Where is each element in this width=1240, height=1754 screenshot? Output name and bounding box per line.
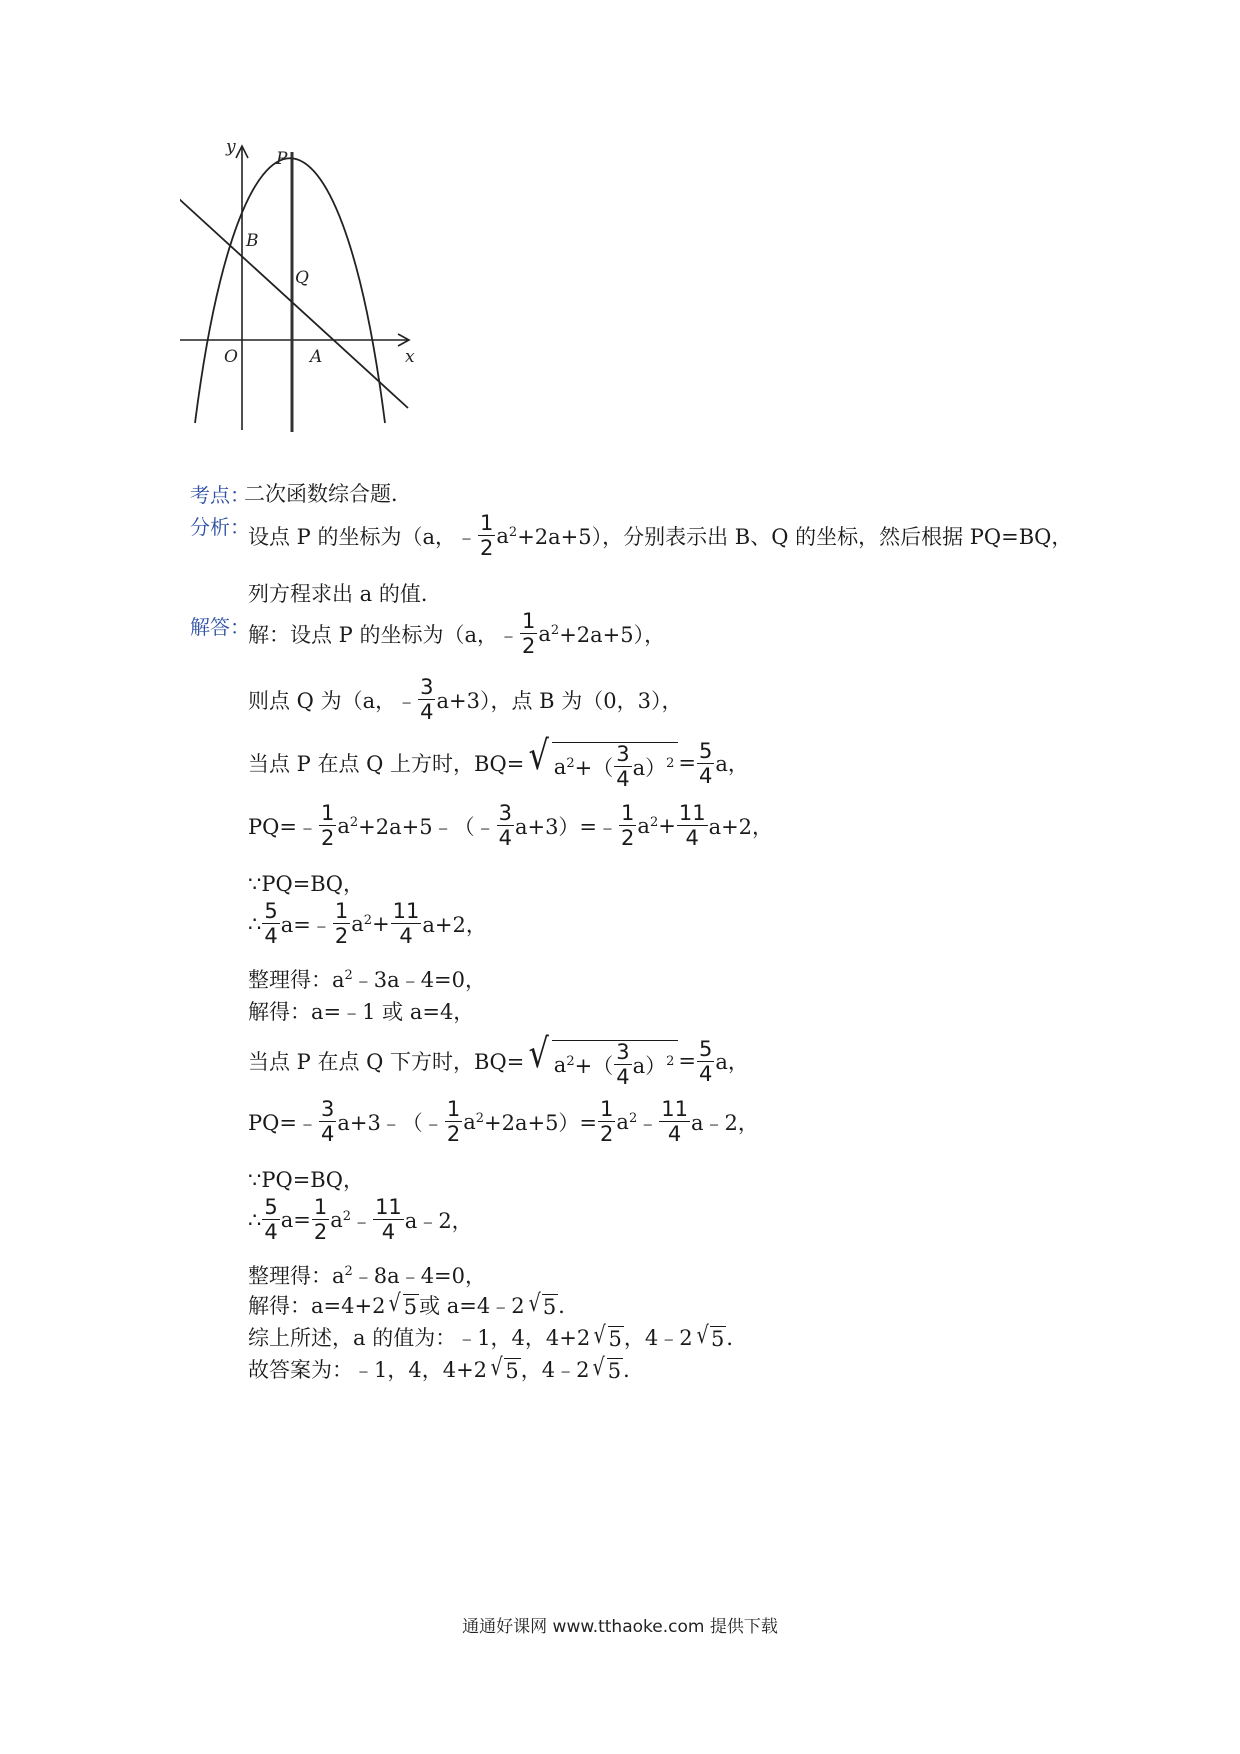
text: 则点 Q 为（a，﹣ (248, 688, 418, 713)
denominator: 2 (522, 634, 536, 659)
denominator: 2 (313, 1220, 328, 1245)
numerator: 1 (334, 899, 349, 923)
fraction-11-4 (391, 900, 422, 947)
fraction-3-4 (418, 676, 435, 723)
text: a+3），点 B 为（0，3）， (436, 688, 683, 713)
denominator: 4 (381, 1220, 396, 1245)
text: ﹣ (351, 1208, 373, 1233)
numerator: 3 (320, 1097, 335, 1121)
radical-sign: √ (528, 733, 550, 779)
text: a+3﹣（﹣ (337, 1110, 444, 1135)
label-a: A (310, 347, 323, 367)
text: = (678, 751, 697, 776)
analysis-line-1: 设点 P 的坐标为（a，﹣ $\frac{1}{2}$ a $^2$ +2a+5），分别表示出 B、Q 的坐标，然后根据 PQ=BQ， (248, 511, 1073, 561)
numerator: 11 (392, 899, 420, 923)
numerator: 5 (699, 1036, 713, 1061)
denominator: 2 (334, 924, 349, 949)
denominator: 4 (399, 924, 413, 949)
text: a， (715, 1050, 749, 1075)
solution-line-2 (248, 676, 682, 723)
text: ． (726, 1326, 748, 1350)
text: 综上所述，a 的值为：﹣1，4，4+2 (248, 1326, 591, 1350)
text: 当点 P 在点 Q 下方时，BQ= (248, 1050, 525, 1075)
text: a﹣2， (404, 1208, 473, 1233)
numerator: 5 (699, 738, 713, 763)
denominator: 4 (699, 1061, 713, 1086)
analysis-line-2: 列方程求出 a 的值． (248, 582, 442, 606)
text: 故答案为：﹣1，4，4+2 (248, 1358, 488, 1382)
solution-line-3 (248, 733, 749, 792)
fraction-3-4 (319, 1098, 336, 1145)
fraction-3-4 (497, 802, 514, 849)
numerator: 3 (616, 742, 630, 766)
solution-line-6: ∴ $\frac{5}{4}$ a=﹣ $\frac{1}{2}$ a $^2$ + $\frac{11}{4}$ a+2， (248, 899, 487, 949)
kaodian-text: 二次函数综合题． (244, 482, 412, 506)
text: a (330, 1207, 343, 1232)
fraction-1-2 (319, 802, 336, 849)
fraction-5-4 (262, 1196, 279, 1243)
denominator: 4 (667, 1122, 682, 1147)
text: +（ (574, 1053, 614, 1078)
figure-svg (180, 140, 480, 450)
denominator: 4 (420, 700, 434, 725)
solution-line-5: ∵PQ=BQ， (248, 872, 364, 896)
text: ． (558, 1294, 580, 1318)
square-root (526, 733, 678, 792)
solution-line-1: 解：设点 P 的坐标为（a，﹣ $\frac{1}{2}$ a $^2$ +2a+5）， (248, 609, 666, 659)
text: +2a+5），分别表示出 B、Q 的坐标，然后根据 PQ=BQ， (517, 524, 1073, 549)
text: + (658, 813, 676, 838)
denominator: 4 (616, 767, 630, 792)
text: a） (632, 1053, 667, 1078)
numerator: 11 (375, 1195, 402, 1219)
text: ﹣ (637, 1110, 659, 1135)
radicand: 5 (505, 1359, 519, 1383)
denominator: 4 (498, 826, 512, 851)
numerator: 1 (522, 609, 536, 633)
square-root (526, 1031, 678, 1090)
text: a= (280, 1207, 311, 1232)
numerator: 5 (264, 1195, 278, 1219)
text: = (678, 1049, 697, 1074)
denominator: 2 (320, 826, 335, 851)
square-root (387, 1291, 419, 1319)
text: a+2， (708, 814, 774, 839)
solution-line-12: ∴ $\frac{5}{4}$ a= $\frac{1}{2}$ a $^2$ ﹣ $\frac{11}{4}$ a﹣2， (248, 1195, 473, 1245)
label-o: O (224, 347, 238, 367)
text: a+3）=﹣ (514, 814, 619, 839)
text: a (553, 754, 567, 779)
solution-line-9 (248, 1031, 749, 1090)
radical-sign: √ (592, 1353, 606, 1381)
radical-sign: √ (528, 1031, 550, 1077)
fraction-1-2 (445, 1098, 462, 1145)
fraction-1-2 (619, 802, 636, 849)
fraction-1-2 (478, 512, 495, 559)
text: 解：设点 P 的坐标为（a，﹣ (248, 622, 519, 647)
text: PQ=﹣ (248, 814, 318, 839)
numerator: 1 (320, 801, 335, 825)
tag-kaodian: 考点： (190, 483, 250, 507)
text: 整理得：a (248, 1264, 345, 1288)
tag-fenxi: 分析： (190, 515, 250, 539)
denominator: 4 (264, 924, 278, 949)
radicand: a $^2$ +（ $\frac{3}{4}$ a） $^2$ (552, 1040, 679, 1088)
text: +2a+5）， (559, 622, 666, 647)
text: 整理得：a (248, 968, 345, 992)
numerator: 3 (616, 1040, 630, 1064)
label-p: P (276, 149, 288, 169)
denominator: 4 (699, 763, 713, 788)
text: a+2， (422, 912, 487, 937)
text: a﹣2， (690, 1110, 759, 1135)
text: a， (715, 752, 749, 777)
radical-sign: √ (696, 1321, 709, 1349)
tag-jieda: 解答： (190, 615, 250, 639)
denominator: 2 (446, 1122, 461, 1147)
square-root (591, 1355, 623, 1383)
denominator: 4 (264, 1220, 278, 1245)
text: ∴ (248, 911, 262, 936)
solution-line-11: ∵PQ=BQ， (248, 1168, 364, 1192)
numerator: 1 (446, 1097, 461, 1121)
text: 或 a=4﹣2 (419, 1294, 525, 1318)
radical-sign: √ (490, 1353, 503, 1381)
fraction-1-2 (598, 1098, 615, 1145)
denominator: 2 (621, 826, 635, 851)
solution-line-15 (248, 1322, 747, 1352)
radicand: 5 (608, 1327, 622, 1351)
label-y: y (226, 140, 236, 157)
denominator: 4 (320, 1122, 335, 1147)
denominator: 2 (480, 536, 494, 561)
text: 当点 P 在点 Q 上方时，BQ= (248, 752, 525, 777)
radicand: 5 (542, 1295, 557, 1319)
radical-sign: √ (388, 1289, 402, 1317)
text: a (337, 813, 350, 838)
radicand: 5 (710, 1327, 725, 1351)
label-q: Q (295, 268, 309, 288)
denominator: 4 (685, 826, 699, 851)
fraction-11-4 (659, 1098, 690, 1145)
text: PQ=﹣ (248, 1110, 318, 1135)
text: ﹣3a﹣4=0， (352, 968, 487, 992)
square-root (489, 1355, 521, 1383)
numerator: 3 (498, 801, 512, 825)
text: +2a+5）= (484, 1110, 598, 1135)
radicand: a $^2$ +（ $\frac{3}{4}$ a） $^2$ (552, 742, 679, 790)
solution-line-8: 解得：a=﹣1 或 a=4， (248, 1000, 475, 1024)
numerator: 1 (480, 511, 494, 535)
denominator: 4 (616, 1065, 630, 1090)
radical-sign: √ (528, 1289, 541, 1317)
numerator: 11 (678, 801, 706, 825)
text: ∴ (248, 1207, 262, 1232)
radicand: 5 (403, 1295, 418, 1319)
numerator: 1 (621, 801, 635, 825)
solution-line-13: 整理得：a $^2$ ﹣8a﹣4=0， (248, 1260, 486, 1290)
fraction-5-4 (262, 900, 279, 947)
radical-sign: √ (593, 1321, 607, 1349)
parabola-curve (195, 158, 385, 423)
solution-line-16 (248, 1354, 644, 1384)
solution-line-4: PQ=﹣ $\frac{1}{2}$ a $^2$ +2a+5﹣（﹣ $\frac{3}{4}$ a+3）=﹣ $\frac{1}{2}$ a $^2$ + $\frac{11}{4}$ a+2， (248, 801, 774, 851)
fraction-1-2 (312, 1196, 329, 1243)
text: a） (632, 755, 667, 780)
solution-line-7: 整理得：a $^2$ ﹣3a﹣4=0， (248, 964, 486, 994)
fraction-3-4 (614, 743, 631, 790)
fraction-5-4 (697, 1038, 714, 1085)
page-footer: 通通好课网 www.tthaoke.com 提供下载 (462, 1617, 778, 1637)
square-root (695, 1323, 727, 1351)
label-b: B (246, 231, 259, 251)
square-root (592, 1323, 624, 1351)
text: ﹣8a﹣4=0， (352, 1264, 487, 1288)
text: 解得：a=4+2 (248, 1294, 386, 1318)
solution-line-14 (248, 1290, 579, 1320)
fraction-1-2 (520, 610, 537, 657)
text: ，4﹣2 (623, 1326, 693, 1350)
numerator: 3 (420, 675, 434, 699)
text: + (372, 911, 390, 936)
text: ． (623, 1358, 645, 1382)
parabola-line-figure (180, 140, 480, 450)
numerator: 1 (600, 1097, 614, 1121)
numerator: 5 (264, 899, 278, 923)
text: a (637, 813, 650, 838)
fraction-1-2 (333, 900, 350, 947)
denominator: 2 (600, 1122, 614, 1147)
label-x: x (405, 347, 415, 367)
radicand: 5 (607, 1359, 622, 1383)
text: 设点 P 的坐标为（a，﹣ (248, 524, 477, 549)
text: a (351, 911, 364, 936)
text: a (538, 621, 551, 646)
fraction-11-4 (373, 1196, 404, 1243)
text: +（ (574, 755, 614, 780)
numerator: 11 (661, 1097, 688, 1121)
text: a (496, 523, 509, 548)
text: a (553, 1052, 567, 1077)
text: +2a+5﹣（﹣ (358, 814, 496, 839)
square-root (527, 1291, 559, 1319)
numerator: 1 (313, 1195, 328, 1219)
text: a=﹣ (280, 912, 332, 937)
solution-line-10: PQ=﹣ $\frac{3}{4}$ a+3﹣（﹣ $\frac{1}{2}$ a $^2$ +2a+5）= $\frac{1}{2}$ a $^2$ ﹣ $\frac{11}{4}$ a﹣2， (248, 1097, 759, 1147)
text: ，4﹣2 (520, 1358, 590, 1382)
fraction-11-4 (677, 802, 708, 849)
text: a (616, 1109, 629, 1134)
fraction-3-4 (614, 1041, 631, 1088)
fraction-5-4 (697, 740, 714, 787)
text: a (463, 1109, 476, 1134)
